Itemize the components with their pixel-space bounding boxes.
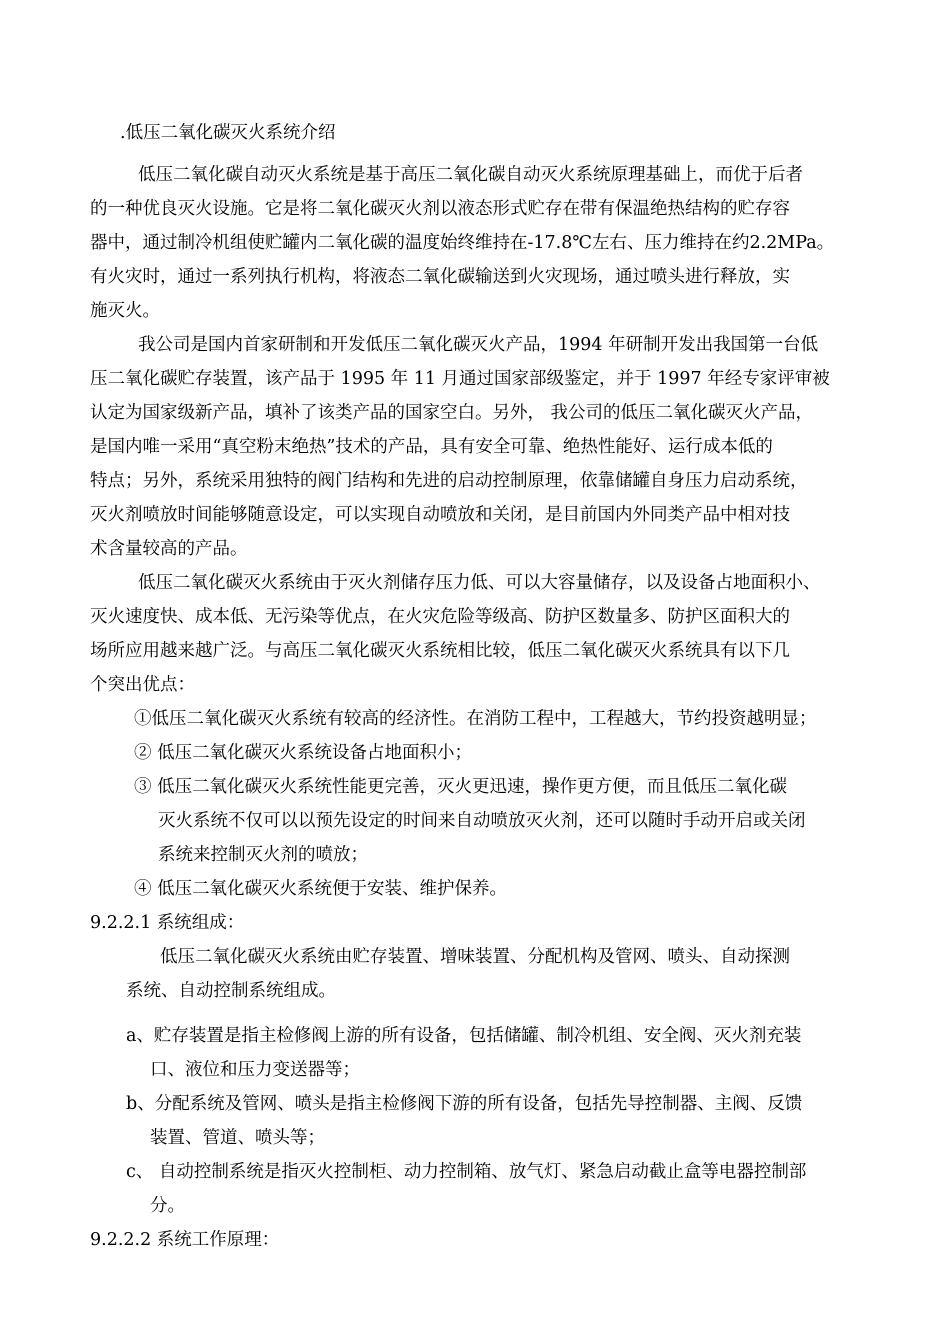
component-item-b-cont: 装置、管道、喷头等；	[150, 1128, 325, 1148]
document-title: .低压二氧化碳灭火系统介绍	[120, 123, 336, 143]
para2-line-7: 术含量较高的产品。	[90, 539, 248, 559]
advantage-item-3: ③ 低压二氧化碳灭火系统性能更完善，灭火更迅速，操作更方便，而且低压二氧化碳	[134, 777, 788, 797]
para3-line-3: 场所应用越来越广泛。与高压二氧化碳灭火系统相比较，低压二氧化碳灭火系统具有以下几	[90, 641, 790, 661]
para2-line-6: 灭火剂喷放时间能够随意设定，可以实现自动喷放和关闭，是目前国内外同类产品中相对技	[90, 505, 790, 525]
para2-line-2: 压二氧化碳贮存装置，该产品于 1995 年 11 月通过国家部级鉴定，并于 1997 年经专家评审被	[90, 369, 830, 389]
component-item-c-cont: 分。	[150, 1196, 185, 1216]
advantage-item-4: ④ 低压二氧化碳灭火系统便于安装、维护保养。	[134, 879, 508, 899]
section-heading-working-principle: 9.2.2.2 系统工作原理：	[90, 1230, 280, 1250]
para1-line-3: 器中，通过制冷机组使贮罐内二氧化碳的温度始终维持在-17.8℃左右、压力维持在约2.2MPa。	[90, 233, 835, 253]
para2-line-3: 认定为国家级新产品，填补了该类产品的国家空白。另外， 我公司的低压二氧化碳灭火产品，	[90, 403, 814, 423]
advantage-item-2: ② 低压二氧化碳灭火系统设备占地面积小；	[134, 743, 473, 763]
advantage-item-1: ①低压二氧化碳灭火系统有较高的经济性。在消防工程中，工程越大，节约投资越明显；	[134, 709, 817, 729]
para1-line-2: 的一种优良灭火设施。它是将二氧化碳灭火剂以液态形式贮存在带有保温绝热结构的贮存容	[90, 199, 790, 219]
component-item-c: c、 自动控制系统是指灭火控制柜、动力控制箱、放气灯、紧急启动截止盒等电器控制部	[126, 1162, 807, 1182]
para1-line-1: 低压二氧化碳自动灭火系统是基于高压二氧化碳自动灭火系统原理基础上，而优于后者	[138, 165, 803, 185]
para2-line-4: 是国内唯一采用“真空粉末绝热”技术的产品，具有安全可靠、绝热性能好、运行成本低的	[90, 437, 773, 457]
para3-line-1: 低压二氧化碳灭火系统由于灭火剂储存压力低、可以大容量储存，以及设备占地面积小、	[138, 573, 821, 593]
para3-line-4: 个突出优点：	[90, 675, 195, 695]
para1-line-5: 施灭火。	[90, 301, 160, 321]
advantage-item-3-cont-2: 系统来控制灭火剂的喷放；	[158, 845, 368, 865]
component-item-a-cont: 口、液位和压力变送器等；	[150, 1060, 360, 1080]
section-heading-system-composition: 9.2.2.1 系统组成：	[90, 913, 245, 933]
para1-line-4: 有火灾时，通过一系列执行机构，将液态二氧化碳输送到火灾现场，通过喷头进行释放，实	[90, 267, 790, 287]
para2-line-5: 特点；另外，系统采用独特的阀门结构和先进的启动控制原理，依靠储罐自身压力启动系统，	[90, 471, 808, 491]
section1-para-line-2: 系统、自动控制系统组成。	[126, 981, 336, 1001]
section1-para-line-1: 低压二氧化碳灭火系统由贮存装置、增味装置、分配机构及管网、喷头、自动探测	[160, 947, 790, 967]
component-item-a: a、贮存装置是指主检修阀上游的所有设备，包括储罐、制冷机组、安全阀、灭火剂充装	[126, 1026, 802, 1046]
component-item-b: b、分配系统及管网、喷头是指主检修阀下游的所有设备，包括先导控制器、主阀、反馈	[126, 1094, 803, 1114]
para2-line-1: 我公司是国内首家研制和开发低压二氧化碳灭火产品，1994 年研制开发出我国第一台低	[138, 335, 819, 355]
para3-line-2: 灭火速度快、成本低、无污染等优点，在火灾危险等级高、防护区数量多、防护区面积大的	[90, 607, 790, 627]
advantage-item-3-cont-1: 灭火系统不仅可以以预先设定的时间来自动喷放灭火剂，还可以随时手动开启或关闭	[158, 811, 806, 831]
